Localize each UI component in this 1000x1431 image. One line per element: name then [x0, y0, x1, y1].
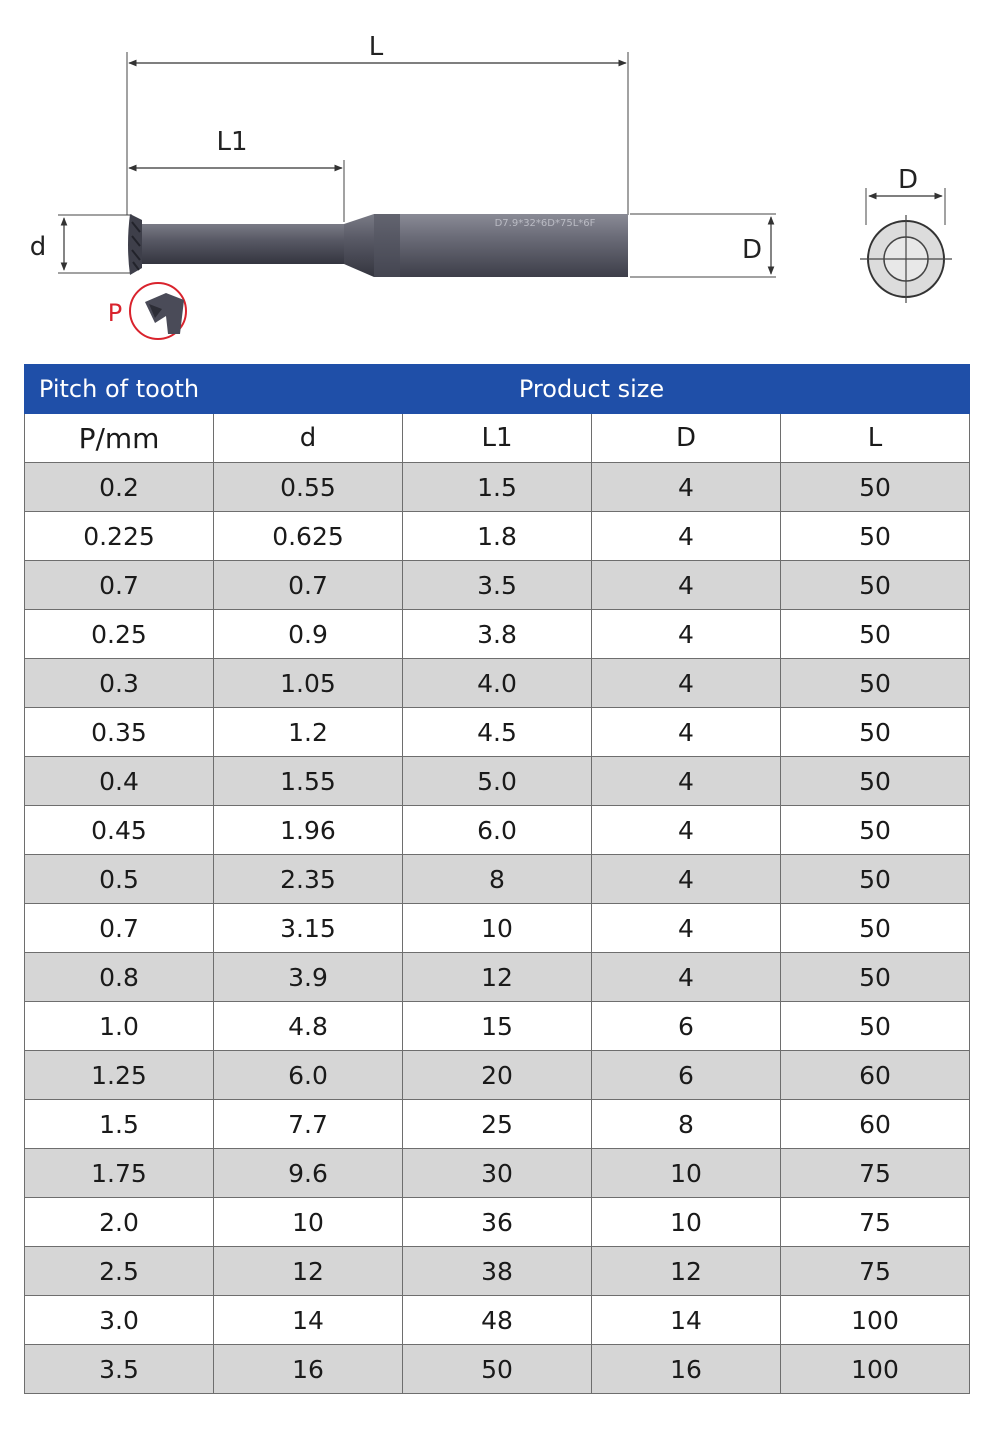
cell-pitch: 0.5 — [25, 855, 214, 904]
dimension-d — [30, 215, 132, 273]
tool-diagram — [0, 0, 1000, 360]
cell-L1: 38 — [403, 1247, 592, 1296]
cell-d: 16 — [214, 1345, 403, 1394]
table-row — [25, 659, 970, 708]
dimension-D-side — [630, 214, 776, 277]
cell-L: 50 — [781, 561, 970, 610]
cell-pitch: 0.25 — [25, 610, 214, 659]
cell-d: 2.35 — [214, 855, 403, 904]
cell-d: 9.6 — [214, 1149, 403, 1198]
column-header-pitch: P/mm — [25, 414, 214, 463]
cell-pitch: 0.7 — [25, 561, 214, 610]
cell-L1: 3.5 — [403, 561, 592, 610]
table-row — [25, 512, 970, 561]
cell-L: 50 — [781, 512, 970, 561]
cell-d: 4.8 — [214, 1002, 403, 1051]
cell-L1: 4.0 — [403, 659, 592, 708]
cell-D: 12 — [592, 1247, 781, 1296]
cell-pitch: 0.8 — [25, 953, 214, 1002]
table-row — [25, 708, 970, 757]
table-row — [25, 806, 970, 855]
cell-pitch: 3.5 — [25, 1345, 214, 1394]
cell-D: 4 — [592, 806, 781, 855]
cell-L: 50 — [781, 855, 970, 904]
cell-L: 50 — [781, 659, 970, 708]
cell-D: 4 — [592, 757, 781, 806]
cell-pitch: 0.3 — [25, 659, 214, 708]
header-pitch-of-tooth: Pitch of tooth — [25, 365, 214, 414]
cell-pitch: 0.35 — [25, 708, 214, 757]
cell-d: 0.625 — [214, 512, 403, 561]
cell-pitch: 0.225 — [25, 512, 214, 561]
cell-D: 4 — [592, 463, 781, 512]
cell-L1: 20 — [403, 1051, 592, 1100]
cell-D: 6 — [592, 1051, 781, 1100]
cell-D: 16 — [592, 1345, 781, 1394]
cell-D: 4 — [592, 904, 781, 953]
table-row — [25, 953, 970, 1002]
cell-pitch: 1.5 — [25, 1100, 214, 1149]
cell-L: 75 — [781, 1198, 970, 1247]
cell-L: 50 — [781, 904, 970, 953]
table-row — [25, 1100, 970, 1149]
cell-L1: 36 — [403, 1198, 592, 1247]
cell-pitch: 0.7 — [25, 904, 214, 953]
cell-D: 14 — [592, 1296, 781, 1345]
cell-d: 1.2 — [214, 708, 403, 757]
cell-d: 0.9 — [214, 610, 403, 659]
cell-L: 100 — [781, 1345, 970, 1394]
cell-pitch: 0.45 — [25, 806, 214, 855]
cell-D: 4 — [592, 610, 781, 659]
cell-d: 12 — [214, 1247, 403, 1296]
table-row — [25, 1002, 970, 1051]
cell-L1: 3.8 — [403, 610, 592, 659]
table-row — [25, 904, 970, 953]
cell-L1: 5.0 — [403, 757, 592, 806]
table-row — [25, 1051, 970, 1100]
label-L1: L1 — [216, 127, 248, 157]
cell-L1: 30 — [403, 1149, 592, 1198]
pitch-detail — [108, 283, 186, 339]
cell-L: 50 — [781, 1002, 970, 1051]
label-P: P — [107, 299, 123, 327]
cell-L: 75 — [781, 1247, 970, 1296]
cell-d: 1.05 — [214, 659, 403, 708]
cell-L1: 4.5 — [403, 708, 592, 757]
product-size-table — [24, 364, 970, 1394]
cell-d: 0.55 — [214, 463, 403, 512]
cell-d: 0.7 — [214, 561, 403, 610]
cell-D: 4 — [592, 659, 781, 708]
end-view — [860, 165, 952, 303]
table-row — [25, 1198, 970, 1247]
cell-L: 50 — [781, 806, 970, 855]
cell-L1: 25 — [403, 1100, 592, 1149]
cell-d: 7.7 — [214, 1100, 403, 1149]
label-d: d — [29, 232, 47, 262]
cell-pitch: 0.4 — [25, 757, 214, 806]
label-L: L — [368, 32, 384, 62]
cell-pitch: 0.2 — [25, 463, 214, 512]
cell-L1: 6.0 — [403, 806, 592, 855]
cell-pitch: 2.5 — [25, 1247, 214, 1296]
cell-D: 4 — [592, 708, 781, 757]
cell-D: 6 — [592, 1002, 781, 1051]
label-D-side: D — [741, 235, 763, 265]
cell-L1: 8 — [403, 855, 592, 904]
cell-L1: 10 — [403, 904, 592, 953]
column-header-L: L — [781, 414, 970, 463]
column-header-d: d — [214, 414, 403, 463]
cell-D: 4 — [592, 855, 781, 904]
cell-d: 10 — [214, 1198, 403, 1247]
table-row — [25, 463, 970, 512]
table-row — [25, 610, 970, 659]
cell-L: 50 — [781, 610, 970, 659]
cell-D: 4 — [592, 561, 781, 610]
label-D-end: D — [897, 165, 919, 195]
cell-d: 3.15 — [214, 904, 403, 953]
cell-L: 50 — [781, 757, 970, 806]
cell-D: 10 — [592, 1149, 781, 1198]
cell-L1: 1.5 — [403, 463, 592, 512]
table-row — [25, 1296, 970, 1345]
cell-D: 10 — [592, 1198, 781, 1247]
table-row — [25, 1247, 970, 1296]
cell-d: 6.0 — [214, 1051, 403, 1100]
cell-L1: 1.8 — [403, 512, 592, 561]
column-header-row — [25, 414, 970, 463]
cell-L1: 12 — [403, 953, 592, 1002]
header-product-size: Product size — [214, 365, 970, 414]
table-row — [25, 855, 970, 904]
cell-L1: 50 — [403, 1345, 592, 1394]
cell-pitch: 1.25 — [25, 1051, 214, 1100]
cell-D: 4 — [592, 512, 781, 561]
cell-d: 3.9 — [214, 953, 403, 1002]
cell-L: 75 — [781, 1149, 970, 1198]
cell-d: 1.55 — [214, 757, 403, 806]
cell-pitch: 3.0 — [25, 1296, 214, 1345]
table-row — [25, 1149, 970, 1198]
cell-d: 14 — [214, 1296, 403, 1345]
cell-pitch: 1.75 — [25, 1149, 214, 1198]
dimension-L — [127, 32, 628, 215]
column-header-D: D — [592, 414, 781, 463]
cell-L: 50 — [781, 953, 970, 1002]
table-row — [25, 1345, 970, 1394]
cell-L: 50 — [781, 708, 970, 757]
cell-pitch: 1.0 — [25, 1002, 214, 1051]
cell-L: 60 — [781, 1051, 970, 1100]
cell-D: 8 — [592, 1100, 781, 1149]
cell-L: 50 — [781, 463, 970, 512]
thread-mill-tool — [128, 214, 628, 277]
cell-d: 1.96 — [214, 806, 403, 855]
table-header-row — [25, 365, 970, 414]
cell-D: 4 — [592, 953, 781, 1002]
shank-engraving: D7.9*32*6D*75L*6F — [494, 218, 596, 229]
cell-pitch: 2.0 — [25, 1198, 214, 1247]
cell-L: 60 — [781, 1100, 970, 1149]
dimension-L1 — [129, 127, 344, 222]
cell-L1: 15 — [403, 1002, 592, 1051]
table-row — [25, 757, 970, 806]
cell-L: 100 — [781, 1296, 970, 1345]
table-row — [25, 561, 970, 610]
column-header-L1: L1 — [403, 414, 592, 463]
cell-L1: 48 — [403, 1296, 592, 1345]
